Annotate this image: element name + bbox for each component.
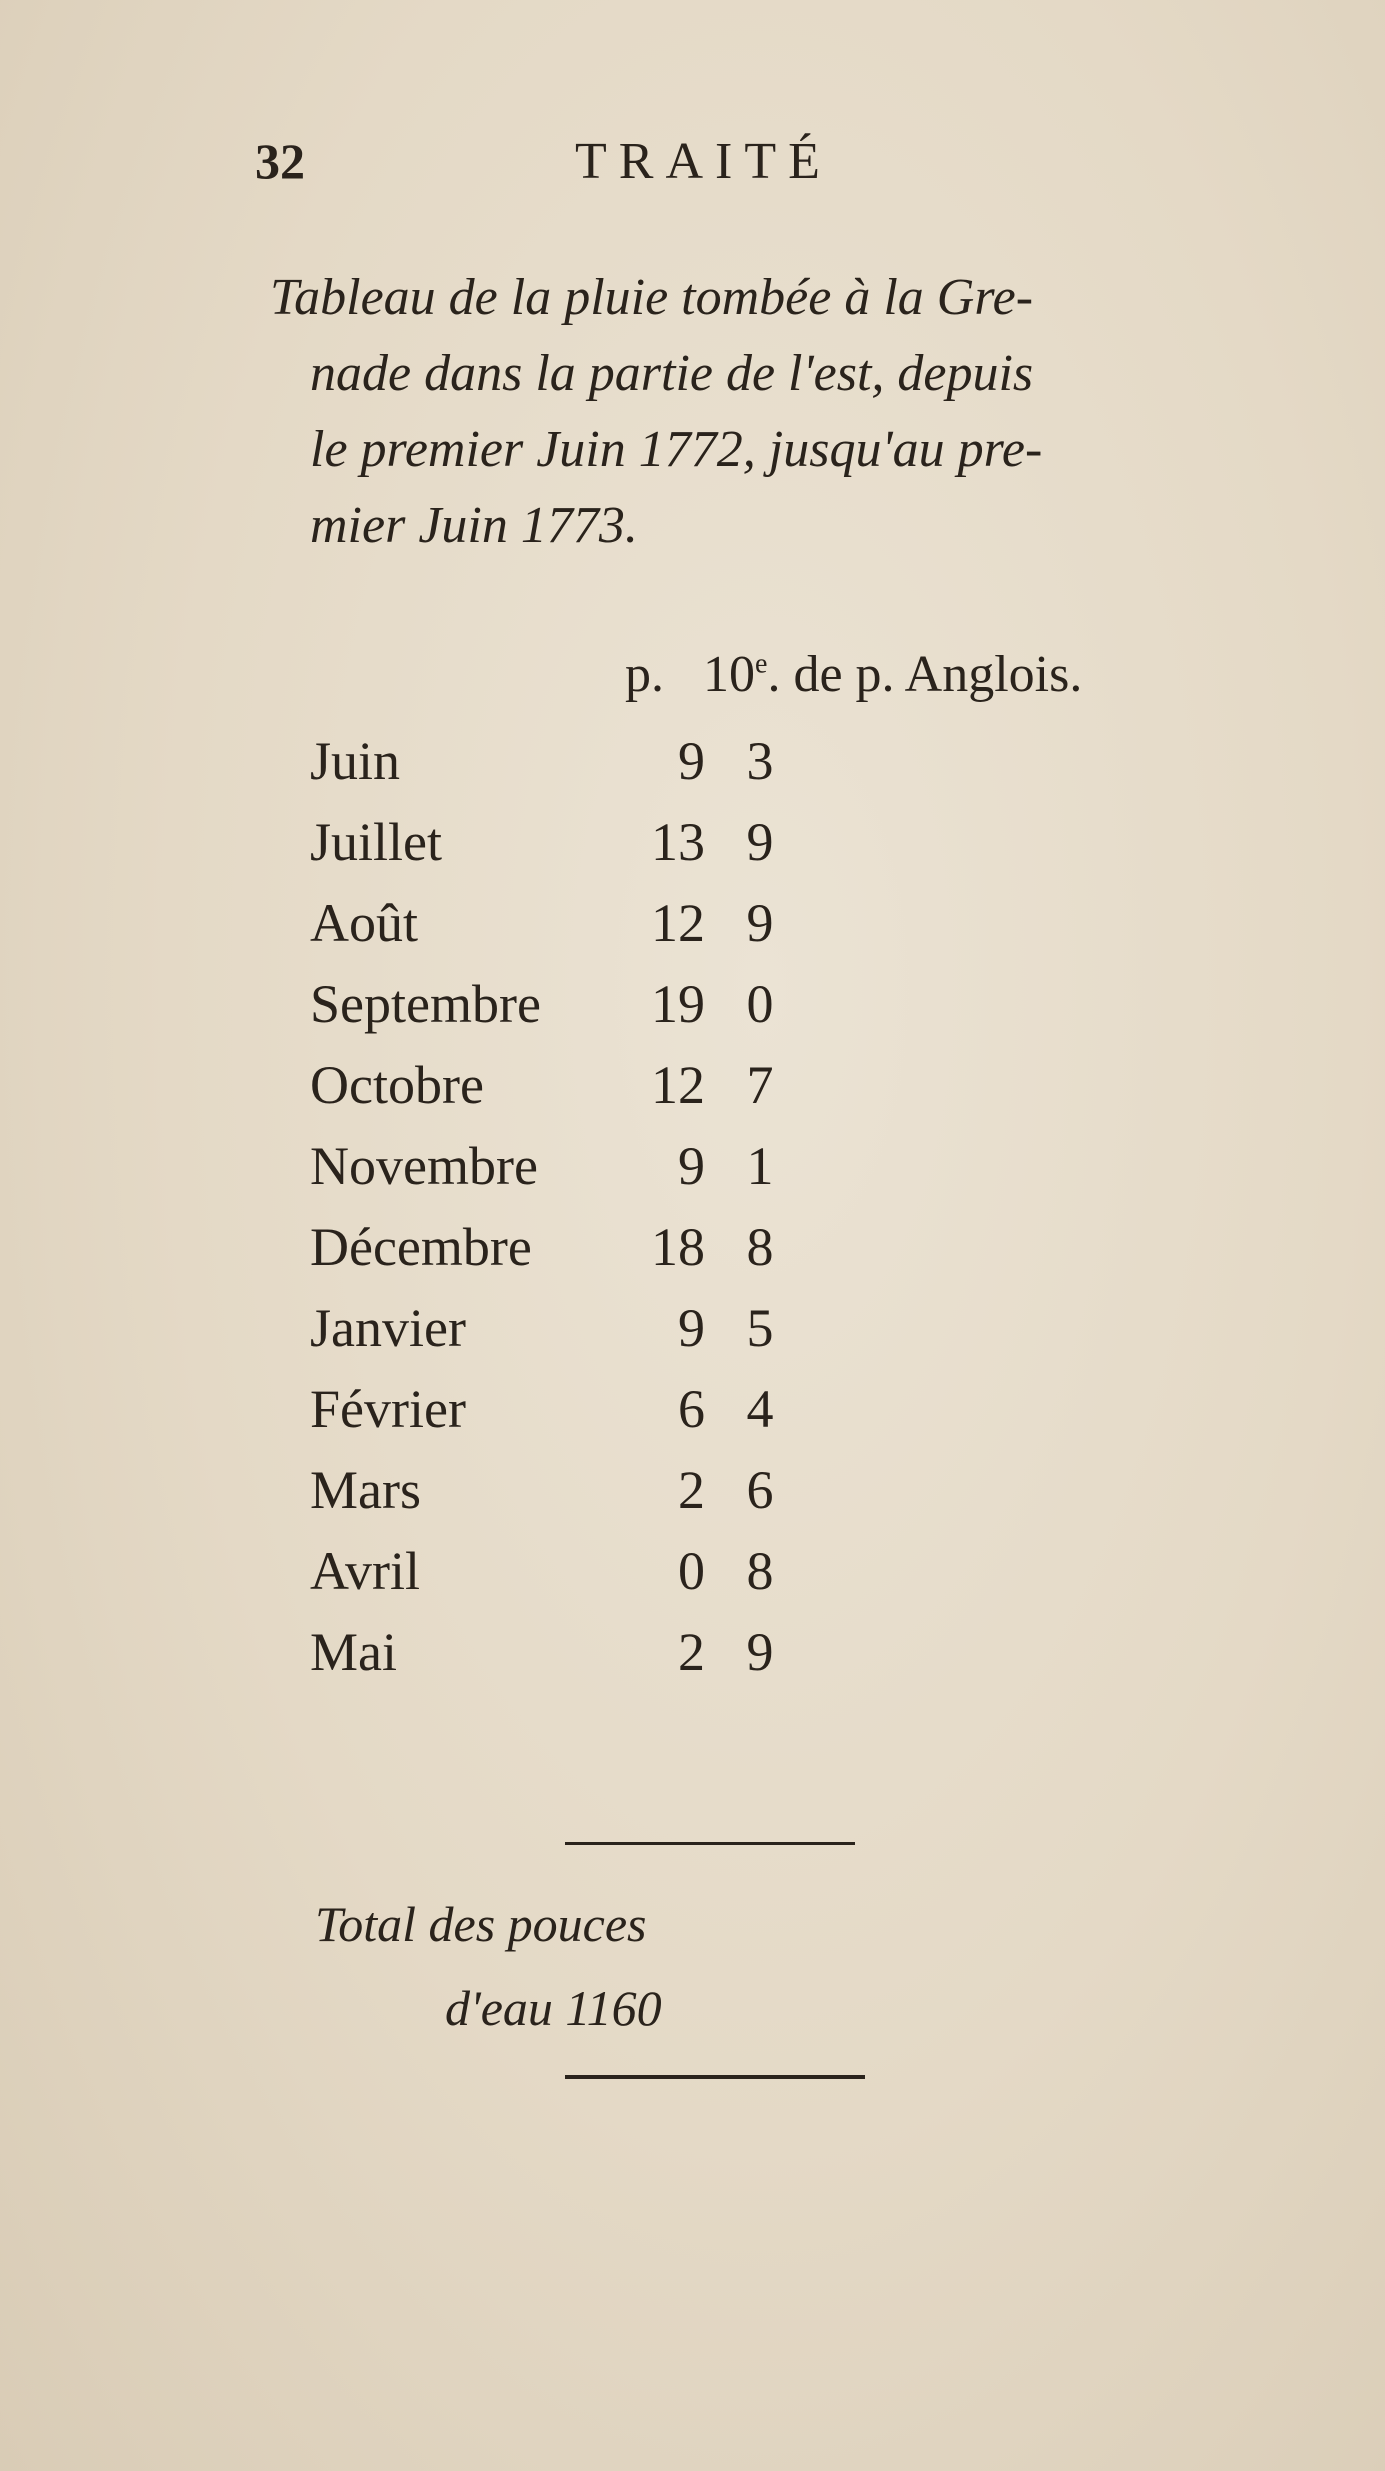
running-head: TRAITÉ	[575, 133, 832, 190]
month-cell: Décembre	[310, 1217, 532, 1277]
tenths-cell: 8	[746, 1217, 774, 1277]
tenths-cell: 0	[746, 974, 774, 1034]
caption-line: nade dans la partie de l'est, depuis	[310, 345, 1034, 402]
tenths-cell: 6	[746, 1460, 774, 1520]
caption-line: Tableau de la pluie tombée à la Gre-	[270, 269, 1034, 326]
total-label: Total des pouces	[315, 1896, 647, 1952]
inches-cell: 9	[678, 1136, 705, 1196]
tenths-cell: 7	[746, 1055, 774, 1115]
tenths-cell: 8	[746, 1541, 774, 1601]
tenths-cell: 9	[746, 1622, 774, 1682]
caption-line: mier Juin 1773.	[310, 497, 638, 554]
total-block	[315, 1882, 662, 2050]
inches-cell: 13	[651, 812, 705, 872]
month-cell: Février	[310, 1379, 466, 1439]
month-cell: Juin	[310, 731, 401, 791]
total-value: d'eau 1160	[445, 1980, 662, 2036]
month-cell: Novembre	[310, 1136, 538, 1196]
tenths-cell: 1	[746, 1136, 774, 1196]
tenths-cell: 9	[746, 812, 774, 872]
inches-cell: 9	[678, 1298, 705, 1358]
month-cell: Octobre	[310, 1055, 484, 1115]
inches-cell: 2	[678, 1622, 705, 1682]
tenths-cell: 5	[746, 1298, 774, 1358]
tenths-header: 10e. de p. Anglois.	[703, 646, 1083, 703]
inches-cell: 9	[678, 731, 705, 791]
inches-cell: 12	[651, 1055, 705, 1115]
month-cell: Janvier	[310, 1298, 466, 1358]
month-cell: Avril	[310, 1541, 420, 1601]
inches-cell: 19	[651, 974, 705, 1034]
inches-cell: 0	[678, 1541, 705, 1601]
tenths-cell: 9	[746, 893, 774, 953]
table-caption	[270, 260, 1290, 564]
tenths-cell: 4	[746, 1379, 774, 1439]
month-cell: Août	[310, 893, 418, 953]
inches-header: p.	[625, 646, 664, 703]
page-number: 32	[255, 133, 305, 189]
inches-cell: 18	[651, 1217, 705, 1277]
month-cell: Mai	[310, 1622, 397, 1682]
inches-cell: 6	[678, 1379, 705, 1439]
month-cell: Juillet	[310, 812, 442, 872]
tenths-cell: 3	[746, 731, 774, 791]
divider-rule	[565, 1842, 855, 1845]
inches-cell: 2	[678, 1460, 705, 1520]
caption-line: le premier Juin 1772, jusqu'au pre-	[310, 421, 1043, 478]
divider-rule	[565, 2075, 865, 2079]
inches-cell: 12	[651, 893, 705, 953]
column-header	[625, 645, 1082, 704]
page-header	[255, 132, 975, 212]
month-cell: Septembre	[310, 974, 541, 1034]
month-cell: Mars	[310, 1460, 421, 1520]
